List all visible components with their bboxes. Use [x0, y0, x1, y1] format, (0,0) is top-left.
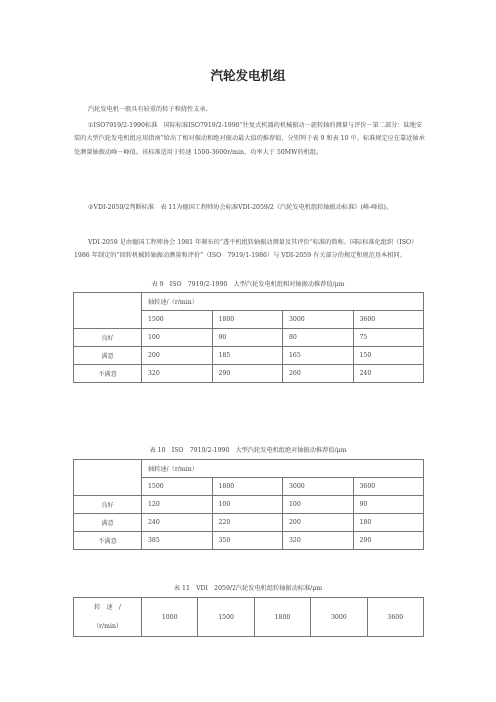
table-cell: 1800 — [212, 478, 283, 496]
table9-speed-header: 轴转速/（r/min） — [142, 293, 424, 311]
table-cell: 3600 — [367, 598, 423, 637]
table11 — [73, 597, 424, 637]
table-cell: 240 — [142, 514, 213, 532]
table10 — [73, 459, 424, 550]
paragraph-vdi-history: VDI-2059 是由德国工程师协会 1981 年颁布的“透平机组转轴振动测量及其评价”标准的简称。国际标准化组织（ISO）1986 年制定的“回转机械转轴振动测量和评价”（ISO 7919/1-1986）与 VDI-2059 有关部分的规定和规范基本相同。 — [74, 239, 418, 260]
table-cell: 100 — [142, 329, 213, 347]
table-row — [74, 347, 424, 365]
table-cell: 320 — [142, 365, 213, 383]
table-cell: 80 — [283, 329, 354, 347]
table-cell: 1500 — [142, 478, 213, 496]
document-title: 汽轮发电机组 — [210, 68, 286, 83]
paragraph-intro: 汽轮发电机一般具有较重的转子和挠性支承。 — [88, 106, 212, 113]
table-cell: 120 — [142, 496, 213, 514]
table-cell: 240 — [353, 365, 424, 383]
row-label: 满意 — [74, 514, 142, 532]
table-cell: 200 — [142, 347, 213, 365]
table-row — [74, 460, 424, 478]
table-cell: 90 — [353, 496, 424, 514]
paragraph-vdi-criterion: ②VDI-2059/2判断标准 表 11为德国工程师协会标准VDI-2059/2《汽轮发电机组转轴振动标准》(峰-峰值)。 — [88, 204, 393, 211]
table-cell: 220 — [212, 514, 283, 532]
table-cell: 260 — [283, 365, 354, 383]
table-cell: 165 — [283, 347, 354, 365]
table-cell: 200 — [283, 514, 354, 532]
table-cell: 1000 — [142, 598, 198, 637]
table-cell: 150 — [353, 347, 424, 365]
table-cell: 180 — [353, 514, 424, 532]
table-cell: 1800 — [212, 311, 283, 329]
table-cell: 75 — [353, 329, 424, 347]
table-cell: 3600 — [353, 478, 424, 496]
table-cell: 1800 — [254, 598, 310, 637]
table-cell: 290 — [353, 532, 424, 550]
table-cell: 3000 — [283, 478, 354, 496]
table-cell: 3000 — [311, 598, 367, 637]
table-cell: 3000 — [283, 311, 354, 329]
table-cell: 350 — [212, 532, 283, 550]
table11-speed-header: 转 速 / （r/min） — [74, 598, 142, 637]
row-label: 不满意 — [74, 365, 142, 383]
table-cell: 185 — [212, 347, 283, 365]
table-row — [74, 293, 424, 311]
table-cell: 100 — [283, 496, 354, 514]
table-cell: 100 — [212, 496, 283, 514]
table-cell: 1500 — [198, 598, 254, 637]
table9-caption: 表 9 ISO 7919/2-1990 大型汽轮发电机组相对轴振动推荐值/μm — [151, 281, 345, 288]
table-cell: 3600 — [353, 311, 424, 329]
table-cell: 385 — [142, 532, 213, 550]
paragraph-iso: ①ISO7919/2-1990标准 国际标准ISO7919/2-1990“往复式机器的机械振动－旋转轴的测量与评价－第二部分：陆地安装的大型汽轮发电机组应用指南”给出了相对振动和绝对振动最大值的推荐值，分别列于表 9 和表 10 中。标准规定应在靠近轴承处测量轴振动峰－峰值。该标准适用于转速 1500-3600r/min、功率大于 50MW的机组。 — [74, 122, 425, 156]
table-cell: 90 — [212, 329, 283, 347]
table-cell: 320 — [283, 532, 354, 550]
table-cell: 290 — [212, 365, 283, 383]
table-cell: 1500 — [142, 311, 213, 329]
row-label: 良好 — [74, 496, 142, 514]
table-row — [74, 365, 424, 383]
table-row — [74, 598, 424, 637]
table-row — [74, 514, 424, 532]
table-row — [74, 532, 424, 550]
table10-speed-header: 轴转速/（r/min） — [142, 460, 424, 478]
table11-caption: 表 11 VDI 2059/2汽轮发电机组转轴振动标准/μm — [173, 585, 323, 592]
row-label: 良好 — [74, 329, 142, 347]
table9 — [73, 292, 424, 383]
row-label: 不满意 — [74, 532, 142, 550]
row-label: 满意 — [74, 347, 142, 365]
table-row — [74, 329, 424, 347]
table-row — [74, 496, 424, 514]
table10-caption: 表 10 ISO 7919/2-1990 大型汽轮发电机组绝对轴振动推荐值/μm — [149, 447, 347, 454]
